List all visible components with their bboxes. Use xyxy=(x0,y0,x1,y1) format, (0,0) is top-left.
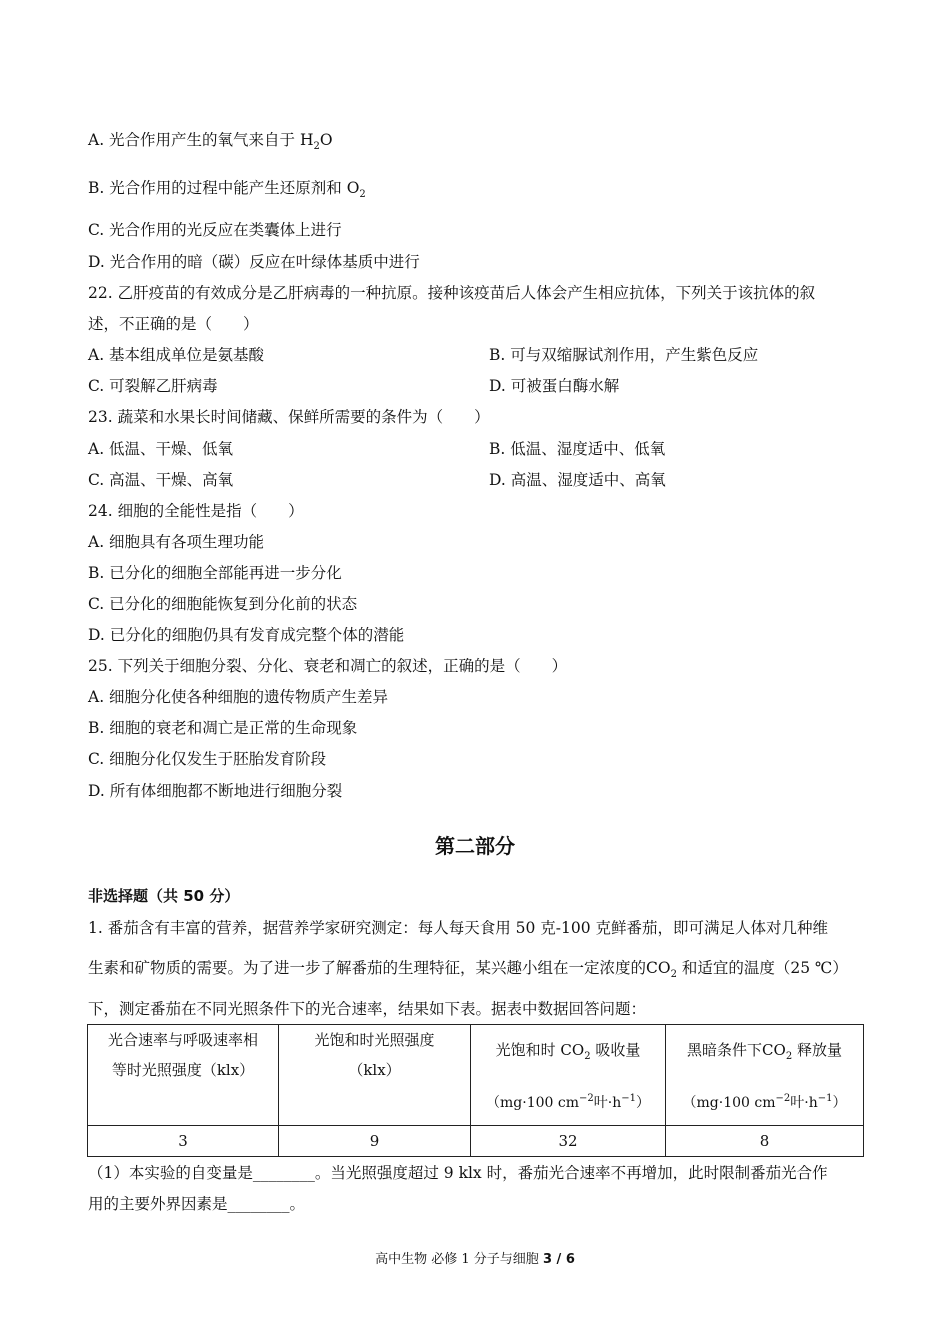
q25-option-b: B. 细胞的衰老和凋亡是正常的生命现象 xyxy=(88,719,358,737)
table-header-row xyxy=(88,1025,864,1126)
header-cell-co2-release: 黑暗条件下$CO_2$ 释放量 （mg·100 $cm^{-2}$叶$\cdot h^{-1}$） xyxy=(666,1025,864,1126)
header-cell-compensation-point: 光合速率与呼吸速率相 等时光照强度（klx） xyxy=(88,1025,279,1126)
q22-option-b: B. 可与双缩脲试剂作用，产生紫色反应 xyxy=(489,346,759,364)
p1-stem-line3: 下，测定番茄在不同光照条件下的光合速率，结果如下表。据表中数据回答问题： xyxy=(88,1000,647,1018)
subquestion-1-line2: 用的主要外界因素是________。 xyxy=(88,1195,306,1213)
header-cell-saturation-light: 光饱和时光照强度 （klx） xyxy=(279,1025,471,1126)
q21-option-c: C. 光合作用的光反应在类囊体上进行 xyxy=(88,221,342,239)
header-cell-co2-absorption: 光饱和时 $CO_2$ 吸收量 （mg·100 $cm^{-2}$叶$\cdot h^{-1}$） xyxy=(471,1025,666,1126)
q23-option-d: D. 高温、湿度适中、高氧 xyxy=(489,471,666,489)
q24-option-d: D. 已分化的细胞仍具有发育成完整个体的潜能 xyxy=(88,626,405,644)
part-two-title: 第二部分 xyxy=(435,834,515,858)
q25-option-c: C. 细胞分化仅发生于胚胎发育阶段 xyxy=(88,750,327,768)
q23-option-b: B. 低温、湿度适中、低氧 xyxy=(489,440,666,458)
q24-option-a: A. 细胞具有各项生理功能 xyxy=(88,533,265,551)
subquestion-1-line1: （1）本实验的自变量是________。当光照强度超过 9 klx 时，番茄光合速率不再增加，此时限制番茄光合作 xyxy=(88,1164,828,1182)
page-footer: 高中生物 必修 1 分子与细胞 3 / 6 xyxy=(375,1252,575,1267)
q22-option-a: A. 基本组成单位是氨基酸 xyxy=(88,346,265,364)
q22-option-d: D. 可被蛋白酶水解 xyxy=(489,377,620,395)
section-heading: 非选择题（共 50 分） xyxy=(88,887,240,905)
table-cell: 9 xyxy=(279,1126,471,1157)
q25-stem: 25. 下列关于细胞分裂、分化、衰老和凋亡的叙述，正确的是（ ） xyxy=(88,657,568,675)
q24-option-b: B. 已分化的细胞全部能再进一步分化 xyxy=(88,564,342,582)
q24-option-c: C. 已分化的细胞能恢复到分化前的状态 xyxy=(88,595,358,613)
table-row xyxy=(88,1126,864,1157)
q21-option-a: A. 光合作用产生的氧气来自于 $H_2O$ xyxy=(88,131,333,152)
q23-option-a: A. 低温、干燥、低氧 xyxy=(88,440,234,458)
q23-stem: 23. 蔬菜和水果长时间储藏、保鲜所需要的条件为（ ） xyxy=(88,408,490,426)
table-cell: 8 xyxy=(666,1126,864,1157)
p1-stem-line2: 生素和矿物质的需要。为了进一步了解番茄的生理特征，某兴趣小组在一定浓度的$CO_2$ 和适宜的温度（25 ℃） xyxy=(88,959,848,980)
page-number: 3 / 6 xyxy=(542,1252,575,1267)
q22-stem-line2: 述，不正确的是（ ） xyxy=(88,315,259,333)
p1-stem-line1: 1. 番茄含有丰富的营养，据营养学家研究测定：每人每天食用 50 克-100 克鲜番茄，即可满足人体对几种维 xyxy=(88,919,829,937)
table-cell: 32 xyxy=(471,1126,666,1157)
q21-option-b: B. 光合作用的过程中能产生还原剂和 $O_2$ xyxy=(88,179,366,200)
q22-option-c: C. 可裂解乙肝病毒 xyxy=(88,377,218,395)
data-table xyxy=(87,1024,864,1157)
q22-stem-line1: 22. 乙肝疫苗的有效成分是乙肝病毒的一种抗原。接种该疫苗后人体会产生相应抗体，下列关于该抗体的叙 xyxy=(88,284,816,302)
q23-option-c: C. 高温、干燥、高氧 xyxy=(88,471,234,489)
table-cell: 3 xyxy=(88,1126,279,1157)
q24-stem: 24. 细胞的全能性是指（ ） xyxy=(88,502,304,520)
q25-option-a: A. 细胞分化使各种细胞的遗传物质产生差异 xyxy=(88,688,389,706)
q21-option-d: D. 光合作用的暗（碳）反应在叶绿体基质中进行 xyxy=(88,253,420,271)
q25-option-d: D. 所有体细胞都不断地进行细胞分裂 xyxy=(88,782,343,800)
